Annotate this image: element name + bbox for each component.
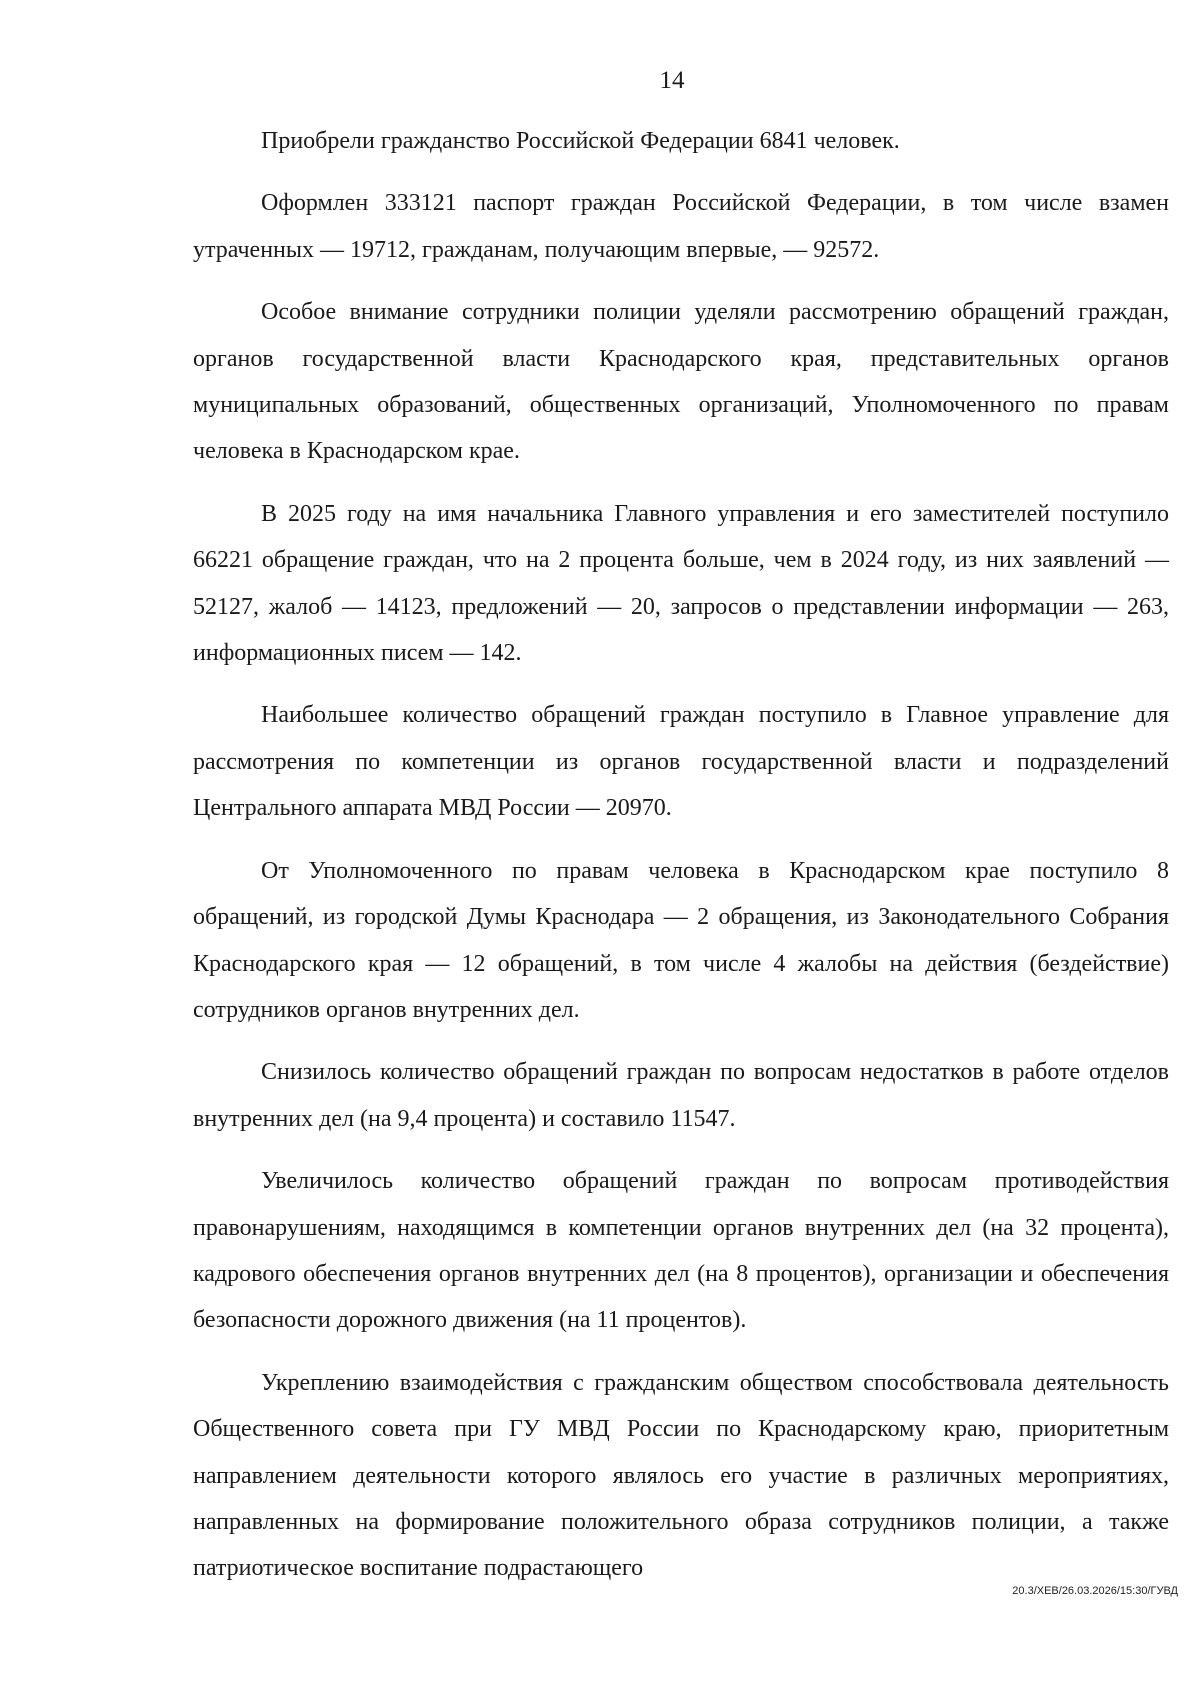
paragraph-passports: Оформлен 333121 паспорт граждан Российской Федерации, в том числе взамен утраченных — 19712, гражданам, получающим впервые, — 92572. <box>193 190 1169 263</box>
paragraph-public-council: Укреплению взаимодействия с гражданским обществом способствовала деятельность Общественного совета при ГУ МВД России по Краснодарскому краю, приоритетным направлением деятельности которого являлось его участие в различных мероприятиях, направленных на формирование положительного образа сотрудников полиции, а также патриотическое воспитание подрастающего <box>193 1369 1169 1582</box>
paragraph-appeals-sources: Наибольшее количество обращений граждан поступило в Главное управление для рассмотрения по компетенции из органов государственной власти и подразделений Центрального аппарата МВД России — 20970. <box>193 702 1169 822</box>
body-text <box>193 118 1169 1608</box>
paragraph-appeals-attention: Особое внимание сотрудники полиции уделяли рассмотрению обращений граждан, органов государственной власти Краснодарского края, представительных органов муниципальных образований, общественных организаций, Уполномоченного по правам человека в Краснодарском крае. <box>193 299 1169 465</box>
paragraph-citizenship: Приобрели гражданство Российской Федерации 6841 человек. <box>261 128 900 154</box>
registration-stamp: 20.3/ХЕВ/26.03.2026/15:30/ГУВД <box>1012 1585 1178 1597</box>
paragraph-decrease: Снизилось количество обращений граждан по вопросам недостатков в работе отделов внутренних дел (на 9,4 процента) и составило 11547. <box>193 1059 1169 1132</box>
paragraph-appeals-2025: В 2025 году на имя начальника Главного управления и его заместителей поступило 66221 обращение граждан, что на 2 процента больше, чем в 2024 году, из них заявлений — 52127, жалоб — 14123, предложений — 20, запросов о представлении информации — 263, информационных писем — 142. <box>193 500 1169 667</box>
page-number: 14 <box>659 67 685 94</box>
paragraph-ombudsman-appeals: От Уполномоченного по правам человека в Краснодарском крае поступило 8 обращений, из городской Думы Краснодара — 2 обращения, из Законодательного Собрания Краснодарского края — 12 обращений, в том числе 4 жалобы на действия (бездействие) сотрудников органов внутренних дел. <box>193 857 1169 1023</box>
paragraph-increase: Увеличилось количество обращений граждан по вопросам противодействия правонарушениям, находящимся в компетенции органов внутренних дел (на 32 процента), кадрового обеспечения органов внутренних дел (на 8 процентов), организации и обеспечения безопасности дорожного движения (на 11 процентов). <box>193 1168 1169 1334</box>
